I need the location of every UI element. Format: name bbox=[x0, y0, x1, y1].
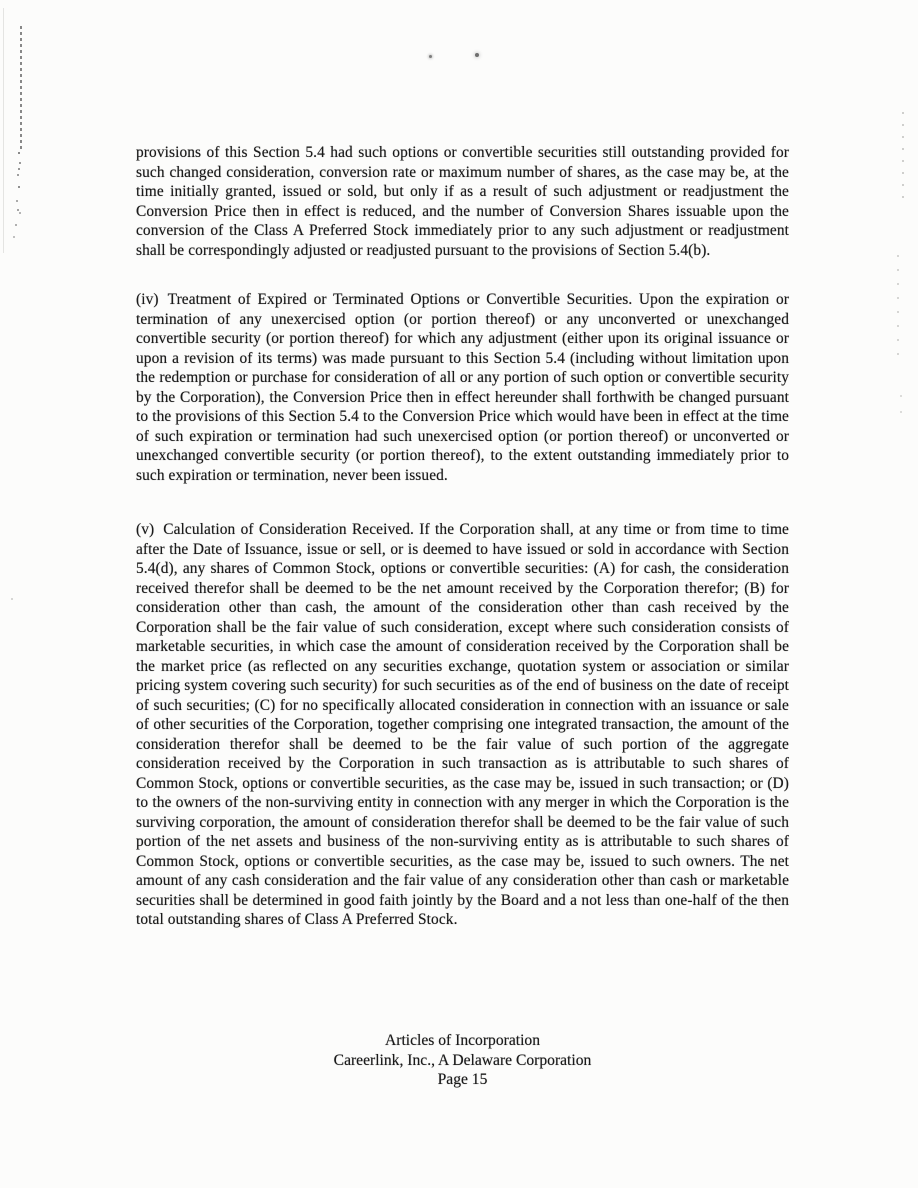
scan-artifact-right-specks bbox=[902, 112, 904, 202]
clause-iv-text: Treatment of Expired or Terminated Options or Convertible Securities. Upon the expiration or termination of any unexercised option (or portion thereof) or any unconverted or unexchanged convertible security (or portion thereof) for which any adjustment (either upon its original issuance or upon a revision of its terms) was made pursuant to this Section 5.4 (including without limitation upon the redemption or purchase for consideration of all or any portion of such option or convertible security by the Corporation), the Conversion Price then in effect hereunder shall forthwith be changed pursuant to the provisions of this Section 5.4 to the Conversion Price which would have been in effect at the time of such expiration or termination had such unexercised option (or portion thereof) or unconverted or unexchanged convertible security (or portion thereof), to the extent outstanding immediately prior to such expiration or termination, never been issued. bbox=[136, 291, 789, 484]
scan-artifact-right-specks bbox=[900, 395, 902, 425]
scan-artifact-right-specks bbox=[897, 255, 899, 365]
scan-artifact-vertical-speckle-line bbox=[20, 26, 22, 152]
footer-page-number: Page 15 bbox=[437, 1071, 488, 1088]
scan-artifact-dot bbox=[429, 55, 432, 58]
scan-artifact-dot bbox=[11, 598, 13, 600]
scan-artifact-left-edge-line bbox=[3, 8, 4, 253]
clause-label-v: (v) bbox=[136, 521, 155, 538]
scan-artifact-dot bbox=[475, 53, 479, 57]
clause-label-iv: (iv) bbox=[136, 291, 159, 308]
clause-v-text: Calculation of Consideration Received. If the Corporation shall, at any time or from time to time after the Date of Issuance, issue or sell, or is deemed to have issued or sold in accordance with Section 5.4(d), any shares of Common Stock, options or convertible securities: (A) for cash, the consideration received therefor shall be deemed to be the net amount received by the Corporation therefor; (B) for consideration other than cash, the amount of the consideration other than cash received by the Corporation shall be the fair value of such consideration, except where such consideration consists of marketable securities, in which case the amount of consideration received by the Corporation shall be the market price (as reflected on any securities exchange, quotation system or association or similar pricing system covering such security) for such securities as of the end of business on the date of receipt of such securities; (C) for no specifically allocated consideration in connection with an issuance or sale of other securities of the Corporation, together comprising one integrated transaction, the amount of the consideration therefor shall be deemed to be the fair value of such portion of the aggregate consideration received by the Corporation in such transaction as is attributable to such shares of Common Stock, options or convertible securities, as the case may be, issued in such transaction; or (D) to the owners of the non-surviving entity in connection with any merger in which the Corporation is the surviving corporation, the amount of consideration therefor shall be deemed to be the fair value of such portion of the net assets and business of the non-surviving entity as is attributable to such shares of Common Stock, options or convertible securities, as the case may be, issued to such owners. The net amount of any cash consideration and the fair value of any consideration other than cash or marketable securities shall be determined in good faith jointly by the Board and a not less than one-half of the then total outstanding shares of Class A Preferred Stock. bbox=[136, 521, 789, 928]
page-footer bbox=[136, 1031, 789, 1090]
paragraph-clause-iv bbox=[136, 290, 789, 485]
paragraph-continuation-section-5-4: provisions of this Section 5.4 had such options or convertible securities still outstanding provided for such changed consideration, conversion rate or maximum number of shares, as the case may be, at the time initially granted, issued or sold, but only if as a result of such adjustment or readjustment the Conversion Price then in effect is reduced, and the number of Conversion Shares issuable upon the conversion of the Class A Preferred Stock immediately prior to any such adjustment or readjustment shall be correspondingly adjusted or readjusted pursuant to the provisions of Section 5.4(b). bbox=[136, 144, 789, 259]
paragraph-clause-v bbox=[136, 520, 789, 930]
footer-company-name: Careerlink, Inc., A Delaware Corporation bbox=[333, 1051, 592, 1069]
document-body bbox=[136, 143, 789, 930]
footer-document-title: Articles of Incorporation bbox=[384, 1032, 541, 1049]
scan-artifact-left-specks bbox=[18, 152, 20, 154]
